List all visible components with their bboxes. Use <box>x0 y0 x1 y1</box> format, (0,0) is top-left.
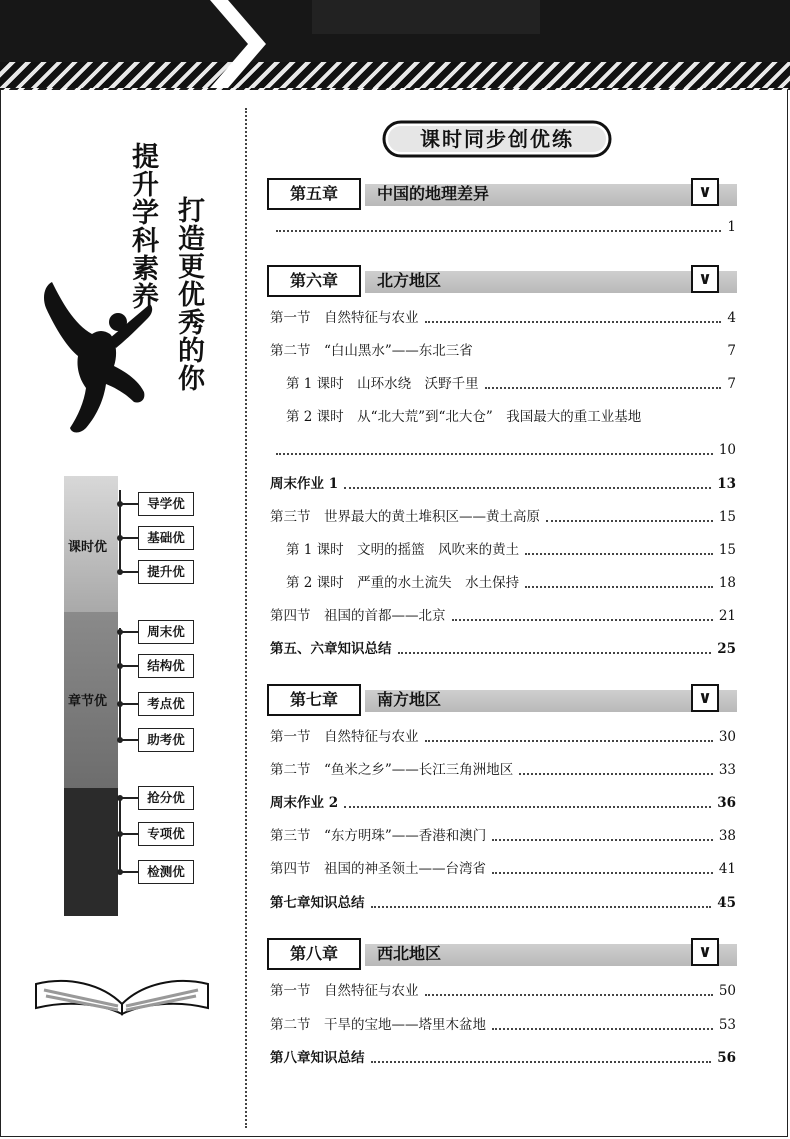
slogan-line-2: 打造更优秀的你 <box>173 196 204 392</box>
toc-entry[interactable]: 第三节 “东方明珠”——香港和澳门 38 <box>270 828 736 844</box>
sidebar-item: 助考优 <box>138 728 194 752</box>
chapter-label: 第五章 <box>267 178 361 210</box>
sidebar-item: 导学优 <box>138 492 194 516</box>
toc-entry[interactable]: 1 <box>270 215 736 237</box>
sidebar-item: 基础优 <box>138 526 194 550</box>
toc-entry[interactable]: 第二节 干旱的宝地——塔里木盆地 53 <box>270 1017 736 1033</box>
banner-dark-box <box>312 0 540 34</box>
runner-silhouette-icon <box>40 268 160 438</box>
sidebar-item: 抢分优 <box>138 786 194 810</box>
toc-entry[interactable]: 第 1 课时 文明的摇篮 风吹来的黄土 15 <box>286 542 736 558</box>
open-book-icon <box>32 966 212 1016</box>
chapter-header <box>267 178 737 210</box>
toc-entry[interactable]: 第四节 祖国的首都——北京 21 <box>270 608 736 624</box>
toc-entry[interactable]: 第 1 课时 山环水绕 沃野千里 7 <box>286 376 736 392</box>
toc-entry[interactable]: 第五、六章知识总结 25 <box>270 641 736 657</box>
sidebar-group-label: 章节优 <box>68 694 108 709</box>
chapter-title: 南方地区 <box>377 690 442 709</box>
toc-entry[interactable]: 周末作业 1 13 <box>270 476 736 492</box>
top-banner <box>0 0 790 90</box>
toc-entry[interactable]: 第 2 课时 从“北大荒”到“北大仓” 我国最大的重工业基地 <box>286 409 642 425</box>
toc-entry[interactable]: 第二节 “鱼米之乡”——长江三角洲地区 33 <box>270 762 736 778</box>
sidebar-item: 提升优 <box>138 560 194 584</box>
chapter-title: 中国的地理差异 <box>377 184 490 203</box>
sidebar-item: 周末优 <box>138 620 194 644</box>
toc-entry[interactable]: 第一节 自然特征与农业 50 <box>270 983 736 999</box>
toc-entry[interactable]: 第三节 世界最大的黄土堆积区——黄土高原 15 <box>270 509 736 525</box>
toc-entry[interactable]: 第四节 祖国的神圣领土——台湾省 41 <box>270 861 736 877</box>
toc-entry[interactable]: 第二节 “白山黑水”——东北三省 7 <box>270 343 736 359</box>
sidebar-item: 结构优 <box>138 654 194 678</box>
chapter-header <box>267 684 737 716</box>
sidebar-group-label: 课时优 <box>68 540 108 555</box>
section-title: 课时同步创优练 <box>420 127 574 151</box>
toc-entry[interactable]: 周末作业 2 36 <box>270 795 736 811</box>
sidebar-item: 检测优 <box>138 860 194 884</box>
column-separator <box>245 108 247 1128</box>
chapter-title: 北方地区 <box>377 271 442 290</box>
toc-entry[interactable]: 第七章知识总结 45 <box>270 895 736 911</box>
chapter-header <box>267 265 737 297</box>
toc-entry[interactable]: 第八章知识总结 56 <box>270 1050 736 1066</box>
toc-entry[interactable]: 第一节 自然特征与农业 4 <box>270 310 736 326</box>
slogan-line-1: 提升学科素养 <box>127 142 158 310</box>
toc-entry[interactable]: 10 <box>270 438 736 460</box>
chevron-down-icon[interactable]: ∨ <box>691 265 719 293</box>
chapter-label: 第八章 <box>267 938 361 970</box>
chevron-down-icon[interactable]: ∨ <box>691 178 719 206</box>
toc-entry[interactable]: 第 2 课时 严重的水土流失 水土保持 18 <box>286 575 736 591</box>
chapter-label: 第七章 <box>267 684 361 716</box>
chevron-right-icon <box>210 0 270 88</box>
chapter-title: 西北地区 <box>377 944 442 963</box>
chevron-down-icon[interactable]: ∨ <box>691 938 719 966</box>
sidebar-item: 专项优 <box>138 822 194 846</box>
toc-entry[interactable]: 第一节 自然特征与农业 30 <box>270 729 736 745</box>
chevron-down-icon[interactable]: ∨ <box>691 684 719 712</box>
sidebar-item: 考点优 <box>138 692 194 716</box>
chapter-label: 第六章 <box>267 265 361 297</box>
chapter-header <box>267 938 737 970</box>
